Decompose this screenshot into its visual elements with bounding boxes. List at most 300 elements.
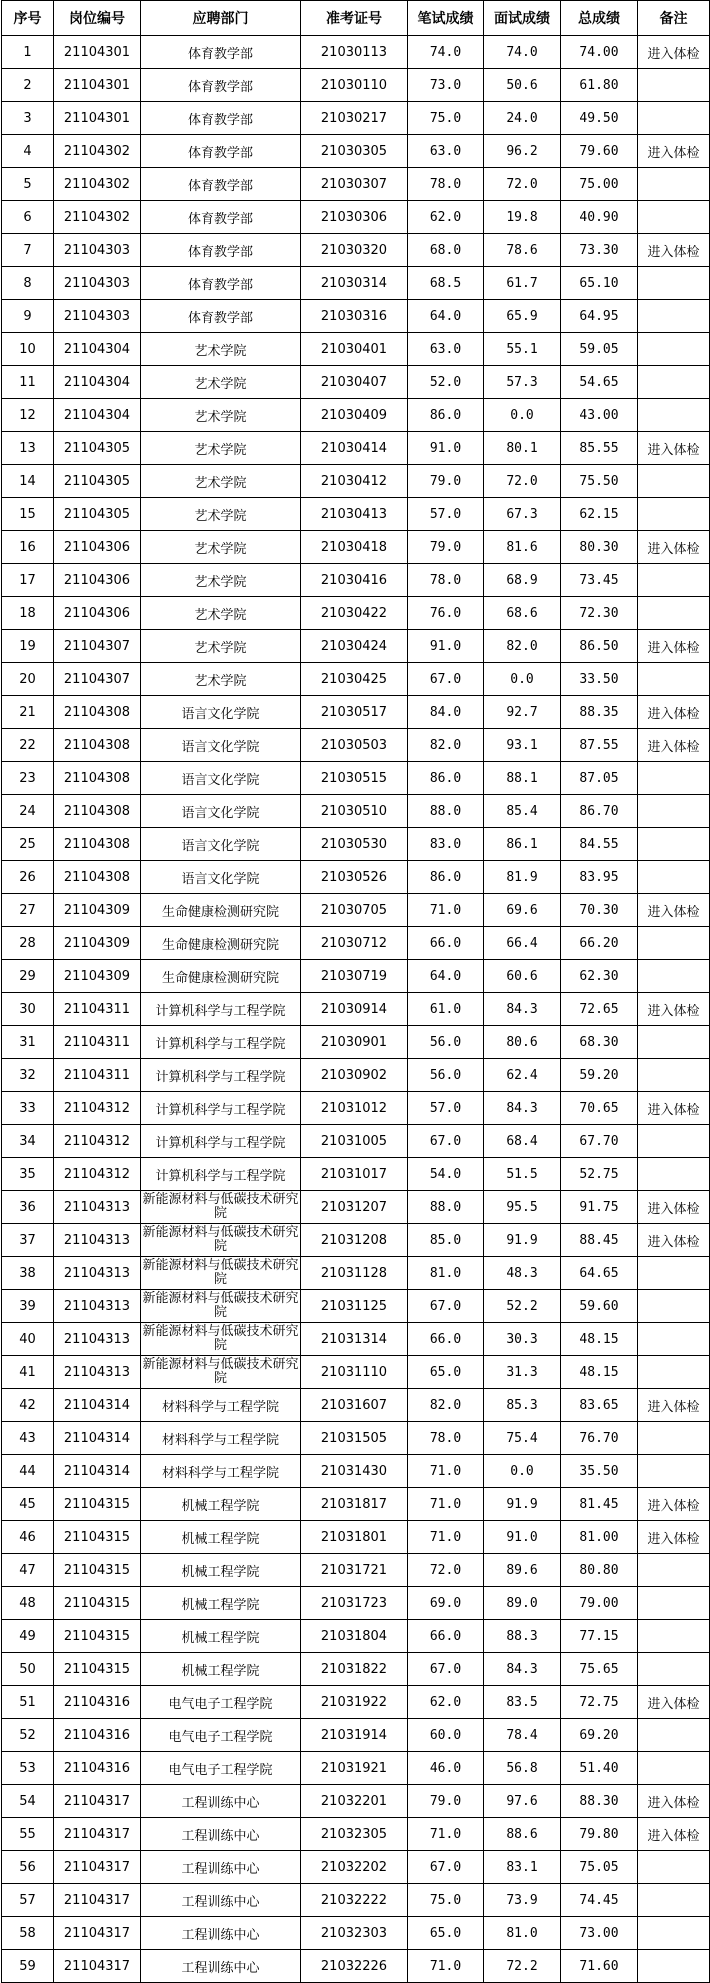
cell-index: 45 bbox=[2, 1488, 54, 1521]
table-row bbox=[2, 36, 710, 69]
header-index: 序号 bbox=[2, 1, 54, 36]
cell-position-code: 21104302 bbox=[54, 135, 141, 168]
cell-admission-number: 21032222 bbox=[301, 1884, 408, 1917]
cell-admission-number: 21030320 bbox=[301, 234, 408, 267]
cell-interview-score: 73.9 bbox=[484, 1884, 561, 1917]
cell-index: 50 bbox=[2, 1653, 54, 1686]
cell-department: 体育教学部 bbox=[141, 234, 301, 267]
cell-department: 工程训练中心 bbox=[141, 1785, 301, 1818]
cell-admission-number: 21031505 bbox=[301, 1422, 408, 1455]
cell-position-code: 21104313 bbox=[54, 1323, 141, 1356]
cell-remarks bbox=[638, 828, 710, 861]
cell-admission-number: 21031817 bbox=[301, 1488, 408, 1521]
cell-interview-score: 68.9 bbox=[484, 564, 561, 597]
table-row bbox=[2, 1851, 710, 1884]
cell-position-code: 21104311 bbox=[54, 1026, 141, 1059]
cell-remarks bbox=[638, 1125, 710, 1158]
cell-total-score: 70.65 bbox=[561, 1092, 638, 1125]
cell-written-score: 67.0 bbox=[408, 663, 484, 696]
cell-remarks bbox=[638, 960, 710, 993]
cell-total-score: 68.30 bbox=[561, 1026, 638, 1059]
cell-department: 语言文化学院 bbox=[141, 729, 301, 762]
cell-total-score: 64.95 bbox=[561, 300, 638, 333]
cell-total-score: 74.45 bbox=[561, 1884, 638, 1917]
cell-remarks bbox=[638, 1059, 710, 1092]
cell-department: 计算机科学与工程学院 bbox=[141, 1125, 301, 1158]
cell-index: 4 bbox=[2, 135, 54, 168]
cell-total-score: 54.65 bbox=[561, 366, 638, 399]
cell-total-score: 76.70 bbox=[561, 1422, 638, 1455]
cell-index: 21 bbox=[2, 696, 54, 729]
table-row bbox=[2, 663, 710, 696]
cell-department: 工程训练中心 bbox=[141, 1884, 301, 1917]
cell-index: 11 bbox=[2, 366, 54, 399]
cell-admission-number: 21030424 bbox=[301, 630, 408, 663]
cell-index: 29 bbox=[2, 960, 54, 993]
cell-written-score: 75.0 bbox=[408, 102, 484, 135]
cell-position-code: 21104315 bbox=[54, 1620, 141, 1653]
cell-written-score: 81.0 bbox=[408, 1257, 484, 1290]
cell-total-score: 79.00 bbox=[561, 1587, 638, 1620]
cell-admission-number: 21030526 bbox=[301, 861, 408, 894]
cell-department: 新能源材料与低碳技术研究院 bbox=[141, 1290, 301, 1323]
cell-admission-number: 21030914 bbox=[301, 993, 408, 1026]
cell-admission-number: 21030418 bbox=[301, 531, 408, 564]
cell-department: 计算机科学与工程学院 bbox=[141, 993, 301, 1026]
cell-interview-score: 80.6 bbox=[484, 1026, 561, 1059]
table-row bbox=[2, 498, 710, 531]
cell-department: 体育教学部 bbox=[141, 201, 301, 234]
table-row bbox=[2, 201, 710, 234]
cell-written-score: 71.0 bbox=[408, 1455, 484, 1488]
cell-total-score: 86.70 bbox=[561, 795, 638, 828]
cell-written-score: 67.0 bbox=[408, 1290, 484, 1323]
cell-index: 23 bbox=[2, 762, 54, 795]
cell-interview-score: 95.5 bbox=[484, 1191, 561, 1224]
cell-remarks: 进入体检 bbox=[638, 1818, 710, 1851]
cell-admission-number: 21032201 bbox=[301, 1785, 408, 1818]
cell-written-score: 82.0 bbox=[408, 1389, 484, 1422]
cell-position-code: 21104312 bbox=[54, 1158, 141, 1191]
table-row bbox=[2, 1158, 710, 1191]
cell-interview-score: 48.3 bbox=[484, 1257, 561, 1290]
cell-index: 53 bbox=[2, 1752, 54, 1785]
cell-written-score: 86.0 bbox=[408, 762, 484, 795]
cell-admission-number: 21031721 bbox=[301, 1554, 408, 1587]
cell-position-code: 21104301 bbox=[54, 102, 141, 135]
cell-total-score: 72.75 bbox=[561, 1686, 638, 1719]
cell-department: 新能源材料与低碳技术研究院 bbox=[141, 1224, 301, 1257]
cell-remarks bbox=[638, 1752, 710, 1785]
cell-total-score: 75.65 bbox=[561, 1653, 638, 1686]
cell-total-score: 84.55 bbox=[561, 828, 638, 861]
cell-admission-number: 21031822 bbox=[301, 1653, 408, 1686]
cell-department: 生命健康检测研究院 bbox=[141, 927, 301, 960]
cell-admission-number: 21030719 bbox=[301, 960, 408, 993]
cell-department: 机械工程学院 bbox=[141, 1653, 301, 1686]
table-row bbox=[2, 861, 710, 894]
cell-admission-number: 21030901 bbox=[301, 1026, 408, 1059]
cell-index: 59 bbox=[2, 1950, 54, 1983]
cell-department: 艺术学院 bbox=[141, 498, 301, 531]
cell-position-code: 21104317 bbox=[54, 1917, 141, 1950]
table-row bbox=[2, 1125, 710, 1158]
cell-admission-number: 21030305 bbox=[301, 135, 408, 168]
cell-department: 机械工程学院 bbox=[141, 1554, 301, 1587]
cell-remarks: 进入体检 bbox=[638, 894, 710, 927]
cell-written-score: 86.0 bbox=[408, 399, 484, 432]
cell-remarks: 进入体检 bbox=[638, 234, 710, 267]
cell-interview-score: 84.3 bbox=[484, 1653, 561, 1686]
cell-department: 工程训练中心 bbox=[141, 1818, 301, 1851]
cell-remarks bbox=[638, 465, 710, 498]
header-total-score: 总成绩 bbox=[561, 1, 638, 36]
cell-department: 体育教学部 bbox=[141, 69, 301, 102]
header-department: 应聘部门 bbox=[141, 1, 301, 36]
cell-written-score: 57.0 bbox=[408, 498, 484, 531]
cell-total-score: 86.50 bbox=[561, 630, 638, 663]
cell-remarks bbox=[638, 168, 710, 201]
cell-interview-score: 72.2 bbox=[484, 1950, 561, 1983]
table-row bbox=[2, 894, 710, 927]
cell-remarks: 进入体检 bbox=[638, 135, 710, 168]
table-row bbox=[2, 1785, 710, 1818]
cell-remarks bbox=[638, 1455, 710, 1488]
cell-index: 57 bbox=[2, 1884, 54, 1917]
cell-position-code: 21104312 bbox=[54, 1125, 141, 1158]
cell-position-code: 21104304 bbox=[54, 333, 141, 366]
cell-remarks: 进入体检 bbox=[638, 729, 710, 762]
cell-index: 15 bbox=[2, 498, 54, 531]
cell-interview-score: 88.1 bbox=[484, 762, 561, 795]
cell-position-code: 21104317 bbox=[54, 1851, 141, 1884]
cell-remarks bbox=[638, 1158, 710, 1191]
cell-index: 1 bbox=[2, 36, 54, 69]
table-row bbox=[2, 1356, 710, 1389]
cell-index: 49 bbox=[2, 1620, 54, 1653]
table-row bbox=[2, 1653, 710, 1686]
cell-interview-score: 65.9 bbox=[484, 300, 561, 333]
cell-department: 机械工程学院 bbox=[141, 1488, 301, 1521]
cell-written-score: 62.0 bbox=[408, 1686, 484, 1719]
cell-position-code: 21104316 bbox=[54, 1719, 141, 1752]
cell-remarks: 进入体检 bbox=[638, 1521, 710, 1554]
cell-written-score: 86.0 bbox=[408, 861, 484, 894]
cell-written-score: 65.0 bbox=[408, 1917, 484, 1950]
cell-remarks: 进入体检 bbox=[638, 630, 710, 663]
cell-index: 24 bbox=[2, 795, 54, 828]
cell-position-code: 21104303 bbox=[54, 267, 141, 300]
table-row bbox=[2, 1422, 710, 1455]
cell-remarks: 进入体检 bbox=[638, 1488, 710, 1521]
cell-department: 艺术学院 bbox=[141, 564, 301, 597]
cell-department: 语言文化学院 bbox=[141, 762, 301, 795]
cell-position-code: 21104308 bbox=[54, 795, 141, 828]
cell-interview-score: 19.8 bbox=[484, 201, 561, 234]
cell-written-score: 66.0 bbox=[408, 927, 484, 960]
cell-admission-number: 21030407 bbox=[301, 366, 408, 399]
cell-index: 58 bbox=[2, 1917, 54, 1950]
cell-remarks: 进入体检 bbox=[638, 1224, 710, 1257]
cell-remarks bbox=[638, 663, 710, 696]
cell-remarks bbox=[638, 1653, 710, 1686]
cell-total-score: 73.30 bbox=[561, 234, 638, 267]
cell-total-score: 71.60 bbox=[561, 1950, 638, 1983]
table-row bbox=[2, 1752, 710, 1785]
cell-department: 生命健康检测研究院 bbox=[141, 894, 301, 927]
cell-department: 体育教学部 bbox=[141, 267, 301, 300]
cell-remarks bbox=[638, 1884, 710, 1917]
cell-admission-number: 21030416 bbox=[301, 564, 408, 597]
cell-department: 计算机科学与工程学院 bbox=[141, 1092, 301, 1125]
cell-admission-number: 21031922 bbox=[301, 1686, 408, 1719]
cell-written-score: 71.0 bbox=[408, 1950, 484, 1983]
cell-position-code: 21104303 bbox=[54, 234, 141, 267]
cell-position-code: 21104308 bbox=[54, 861, 141, 894]
cell-admission-number: 21031110 bbox=[301, 1356, 408, 1389]
cell-department: 体育教学部 bbox=[141, 135, 301, 168]
cell-index: 56 bbox=[2, 1851, 54, 1884]
cell-position-code: 21104302 bbox=[54, 201, 141, 234]
cell-interview-score: 30.3 bbox=[484, 1323, 561, 1356]
cell-remarks bbox=[638, 1026, 710, 1059]
cell-total-score: 43.00 bbox=[561, 399, 638, 432]
cell-position-code: 21104313 bbox=[54, 1224, 141, 1257]
cell-total-score: 59.05 bbox=[561, 333, 638, 366]
cell-position-code: 21104309 bbox=[54, 927, 141, 960]
cell-position-code: 21104313 bbox=[54, 1257, 141, 1290]
cell-written-score: 78.0 bbox=[408, 564, 484, 597]
cell-written-score: 88.0 bbox=[408, 795, 484, 828]
cell-total-score: 33.50 bbox=[561, 663, 638, 696]
table-row bbox=[2, 1884, 710, 1917]
table-row bbox=[2, 135, 710, 168]
cell-interview-score: 74.0 bbox=[484, 36, 561, 69]
cell-department: 体育教学部 bbox=[141, 36, 301, 69]
cell-interview-score: 0.0 bbox=[484, 399, 561, 432]
cell-admission-number: 21030530 bbox=[301, 828, 408, 861]
cell-admission-number: 21030306 bbox=[301, 201, 408, 234]
table-row bbox=[2, 1323, 710, 1356]
cell-department: 工程训练中心 bbox=[141, 1851, 301, 1884]
table-row bbox=[2, 927, 710, 960]
cell-index: 40 bbox=[2, 1323, 54, 1356]
cell-interview-score: 51.5 bbox=[484, 1158, 561, 1191]
cell-admission-number: 21031430 bbox=[301, 1455, 408, 1488]
cell-interview-score: 80.1 bbox=[484, 432, 561, 465]
cell-interview-score: 89.0 bbox=[484, 1587, 561, 1620]
cell-interview-score: 83.1 bbox=[484, 1851, 561, 1884]
cell-written-score: 69.0 bbox=[408, 1587, 484, 1620]
cell-total-score: 35.50 bbox=[561, 1455, 638, 1488]
cell-department: 艺术学院 bbox=[141, 465, 301, 498]
cell-index: 35 bbox=[2, 1158, 54, 1191]
table-row bbox=[2, 1686, 710, 1719]
cell-interview-score: 88.6 bbox=[484, 1818, 561, 1851]
cell-department: 电气电子工程学院 bbox=[141, 1686, 301, 1719]
cell-position-code: 21104304 bbox=[54, 366, 141, 399]
cell-position-code: 21104312 bbox=[54, 1092, 141, 1125]
cell-department: 材料科学与工程学院 bbox=[141, 1455, 301, 1488]
cell-remarks bbox=[638, 1422, 710, 1455]
cell-index: 48 bbox=[2, 1587, 54, 1620]
cell-written-score: 85.0 bbox=[408, 1224, 484, 1257]
cell-written-score: 62.0 bbox=[408, 201, 484, 234]
cell-remarks bbox=[638, 69, 710, 102]
cell-index: 14 bbox=[2, 465, 54, 498]
table-row bbox=[2, 1719, 710, 1752]
cell-department: 机械工程学院 bbox=[141, 1620, 301, 1653]
cell-index: 17 bbox=[2, 564, 54, 597]
cell-admission-number: 21031801 bbox=[301, 1521, 408, 1554]
cell-written-score: 61.0 bbox=[408, 993, 484, 1026]
cell-total-score: 59.20 bbox=[561, 1059, 638, 1092]
cell-written-score: 78.0 bbox=[408, 168, 484, 201]
cell-department: 计算机科学与工程学院 bbox=[141, 1158, 301, 1191]
cell-total-score: 75.05 bbox=[561, 1851, 638, 1884]
cell-position-code: 21104305 bbox=[54, 465, 141, 498]
cell-total-score: 66.20 bbox=[561, 927, 638, 960]
cell-remarks bbox=[638, 762, 710, 795]
cell-department: 计算机科学与工程学院 bbox=[141, 1026, 301, 1059]
cell-remarks: 进入体检 bbox=[638, 1686, 710, 1719]
cell-department: 机械工程学院 bbox=[141, 1587, 301, 1620]
cell-total-score: 70.30 bbox=[561, 894, 638, 927]
cell-index: 46 bbox=[2, 1521, 54, 1554]
cell-department: 电气电子工程学院 bbox=[141, 1752, 301, 1785]
cell-position-code: 21104317 bbox=[54, 1818, 141, 1851]
cell-interview-score: 66.4 bbox=[484, 927, 561, 960]
cell-position-code: 21104313 bbox=[54, 1356, 141, 1389]
cell-remarks: 进入体检 bbox=[638, 1092, 710, 1125]
cell-written-score: 82.0 bbox=[408, 729, 484, 762]
cell-position-code: 21104311 bbox=[54, 993, 141, 1026]
cell-index: 18 bbox=[2, 597, 54, 630]
cell-interview-score: 85.4 bbox=[484, 795, 561, 828]
cell-written-score: 71.0 bbox=[408, 894, 484, 927]
table-row bbox=[2, 1026, 710, 1059]
cell-total-score: 62.30 bbox=[561, 960, 638, 993]
cell-admission-number: 21030414 bbox=[301, 432, 408, 465]
cell-department: 新能源材料与低碳技术研究院 bbox=[141, 1356, 301, 1389]
cell-total-score: 79.60 bbox=[561, 135, 638, 168]
cell-admission-number: 21031125 bbox=[301, 1290, 408, 1323]
table-row bbox=[2, 696, 710, 729]
cell-position-code: 21104315 bbox=[54, 1521, 141, 1554]
cell-total-score: 72.30 bbox=[561, 597, 638, 630]
cell-interview-score: 81.0 bbox=[484, 1917, 561, 1950]
cell-remarks bbox=[638, 1587, 710, 1620]
table-row bbox=[2, 1521, 710, 1554]
cell-interview-score: 83.5 bbox=[484, 1686, 561, 1719]
cell-written-score: 46.0 bbox=[408, 1752, 484, 1785]
cell-interview-score: 52.2 bbox=[484, 1290, 561, 1323]
cell-index: 37 bbox=[2, 1224, 54, 1257]
table-row bbox=[2, 1257, 710, 1290]
cell-total-score: 80.30 bbox=[561, 531, 638, 564]
cell-index: 25 bbox=[2, 828, 54, 861]
cell-interview-score: 50.6 bbox=[484, 69, 561, 102]
cell-admission-number: 21030425 bbox=[301, 663, 408, 696]
cell-interview-score: 96.2 bbox=[484, 135, 561, 168]
cell-total-score: 49.50 bbox=[561, 102, 638, 135]
cell-department: 体育教学部 bbox=[141, 168, 301, 201]
cell-admission-number: 21031207 bbox=[301, 1191, 408, 1224]
cell-index: 36 bbox=[2, 1191, 54, 1224]
cell-total-score: 72.65 bbox=[561, 993, 638, 1026]
cell-written-score: 67.0 bbox=[408, 1125, 484, 1158]
cell-department: 计算机科学与工程学院 bbox=[141, 1059, 301, 1092]
cell-position-code: 21104305 bbox=[54, 432, 141, 465]
cell-position-code: 21104313 bbox=[54, 1191, 141, 1224]
cell-total-score: 59.60 bbox=[561, 1290, 638, 1323]
cell-interview-score: 82.0 bbox=[484, 630, 561, 663]
cell-interview-score: 93.1 bbox=[484, 729, 561, 762]
cell-remarks bbox=[638, 927, 710, 960]
cell-interview-score: 84.3 bbox=[484, 1092, 561, 1125]
cell-remarks bbox=[638, 1356, 710, 1389]
cell-written-score: 64.0 bbox=[408, 300, 484, 333]
cell-remarks bbox=[638, 861, 710, 894]
table-row bbox=[2, 960, 710, 993]
cell-index: 9 bbox=[2, 300, 54, 333]
cell-admission-number: 21030110 bbox=[301, 69, 408, 102]
cell-admission-number: 21030217 bbox=[301, 102, 408, 135]
cell-index: 38 bbox=[2, 1257, 54, 1290]
cell-index: 16 bbox=[2, 531, 54, 564]
cell-remarks bbox=[638, 1554, 710, 1587]
table-row bbox=[2, 1290, 710, 1323]
cell-written-score: 65.0 bbox=[408, 1356, 484, 1389]
cell-total-score: 69.20 bbox=[561, 1719, 638, 1752]
cell-admission-number: 21030113 bbox=[301, 36, 408, 69]
cell-department: 新能源材料与低碳技术研究院 bbox=[141, 1191, 301, 1224]
cell-position-code: 21104305 bbox=[54, 498, 141, 531]
cell-written-score: 83.0 bbox=[408, 828, 484, 861]
cell-written-score: 71.0 bbox=[408, 1818, 484, 1851]
cell-position-code: 21104314 bbox=[54, 1389, 141, 1422]
cell-interview-score: 86.1 bbox=[484, 828, 561, 861]
cell-total-score: 48.15 bbox=[561, 1323, 638, 1356]
table-row bbox=[2, 564, 710, 597]
cell-position-code: 21104315 bbox=[54, 1554, 141, 1587]
table-row bbox=[2, 102, 710, 135]
cell-written-score: 57.0 bbox=[408, 1092, 484, 1125]
cell-index: 20 bbox=[2, 663, 54, 696]
cell-department: 艺术学院 bbox=[141, 597, 301, 630]
cell-interview-score: 31.3 bbox=[484, 1356, 561, 1389]
cell-interview-score: 78.4 bbox=[484, 1719, 561, 1752]
cell-position-code: 21104315 bbox=[54, 1653, 141, 1686]
cell-admission-number: 21030314 bbox=[301, 267, 408, 300]
cell-written-score: 79.0 bbox=[408, 531, 484, 564]
cell-written-score: 91.0 bbox=[408, 630, 484, 663]
cell-remarks bbox=[638, 1917, 710, 1950]
header-written-score: 笔试成绩 bbox=[408, 1, 484, 36]
cell-interview-score: 57.3 bbox=[484, 366, 561, 399]
table-row bbox=[2, 1950, 710, 1983]
cell-total-score: 88.30 bbox=[561, 1785, 638, 1818]
cell-admission-number: 21030401 bbox=[301, 333, 408, 366]
table-row bbox=[2, 795, 710, 828]
score-table bbox=[1, 0, 710, 1983]
cell-remarks bbox=[638, 1620, 710, 1653]
cell-admission-number: 21030409 bbox=[301, 399, 408, 432]
cell-admission-number: 21030307 bbox=[301, 168, 408, 201]
cell-admission-number: 21031005 bbox=[301, 1125, 408, 1158]
cell-total-score: 81.45 bbox=[561, 1488, 638, 1521]
cell-remarks: 进入体检 bbox=[638, 432, 710, 465]
